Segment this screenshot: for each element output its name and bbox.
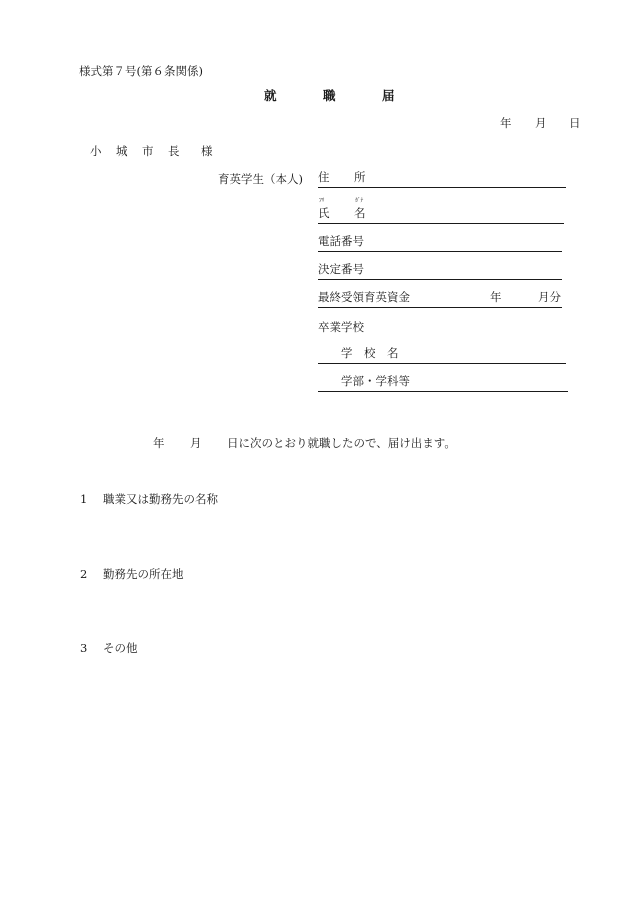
school-name-char-3: 名 [387,346,399,360]
decision-number-field[interactable] [318,264,562,280]
title-char-2: 職 [323,88,336,103]
faculty-field[interactable] [318,376,568,392]
name-label-char-1: 氏 [318,206,330,220]
address-field[interactable] [318,172,566,188]
date-month: 月 [535,116,547,130]
applicant-label: 育英学生（本人) [218,172,303,186]
statement-month: 月 [190,436,202,450]
statement-year: 年 [153,436,165,450]
title-char-1: 就 [264,88,277,103]
item-2 [80,569,184,581]
last-scholarship-year: 年 [490,290,502,304]
statement-text: 日に次のとおり就職したので、届け出ます。 [227,436,456,450]
name-label-char-2: 名 [354,206,366,220]
item-3-number: 3 [80,641,88,655]
item-2-label: 勤務先の所在地 [103,567,184,581]
name-furigana-2: ｶﾞﾅ [355,198,364,204]
addressee-char-3: 市 [142,144,154,158]
item-3-label: その他 [103,641,138,655]
graduated-school-label: 卒業学校 [318,320,364,334]
name-furigana-1: ﾌﾘ [319,198,325,204]
title-char-3: 届 [382,88,395,103]
addressee-char-1: 小 [90,144,102,158]
last-scholarship-label: 最終受領育英資金 [318,290,410,304]
item-2-number: 2 [80,567,88,581]
address-label-char-2: 所 [354,170,366,184]
item-3 [80,643,138,655]
date-day: 日 [569,116,581,130]
last-scholarship-month: 月分 [538,290,561,304]
decision-number-label: 決定番号 [318,262,364,276]
phone-field[interactable] [318,236,562,252]
school-name-char-2: 校 [364,346,376,360]
school-name-char-1: 学 [341,346,353,360]
addressee-honorific: 様 [201,144,213,158]
last-scholarship-field[interactable] [318,292,562,308]
name-field[interactable] [318,208,564,224]
faculty-label: 学部・学科等 [341,374,410,388]
phone-label: 電話番号 [318,234,364,248]
address-label-char-1: 住 [318,170,330,184]
item-1-number: 1 [80,492,88,506]
date-year: 年 [500,116,512,130]
item-1-label: 職業又は勤務先の名称 [103,492,218,506]
item-1 [80,494,218,506]
addressee-char-2: 城 [116,144,128,158]
form-number: 様式第７号(第６条関係) [79,64,203,78]
addressee-char-4: 長 [168,144,180,158]
school-name-field[interactable] [318,348,566,364]
